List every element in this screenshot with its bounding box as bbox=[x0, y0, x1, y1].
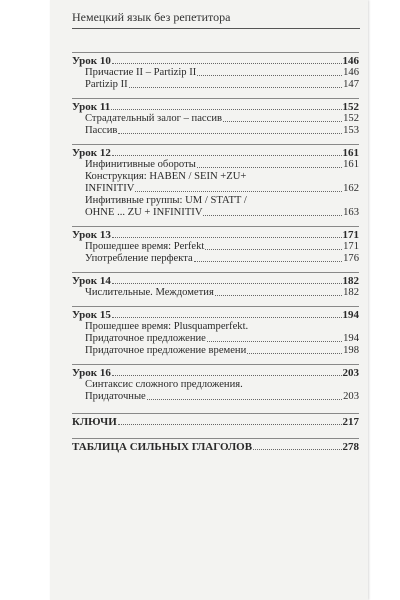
page-number: 203 bbox=[342, 367, 359, 379]
toc-lesson-entry[interactable] bbox=[72, 101, 359, 113]
entry-title-line: Прошедшее время: Plusquamperfekt. bbox=[85, 321, 249, 332]
toc-sub-entry[interactable] bbox=[72, 79, 359, 91]
dot-leader bbox=[112, 63, 342, 64]
lesson-title: Урок 16 bbox=[72, 367, 111, 379]
lesson-title: Урок 10 bbox=[72, 55, 111, 67]
toc-sub-entry[interactable] bbox=[72, 333, 359, 345]
page-number: 161 bbox=[342, 147, 359, 159]
dot-leader bbox=[118, 424, 342, 425]
entry-title: Пассив bbox=[85, 125, 118, 136]
entry-title-line: Конструкция: HABEN / SEIN +ZU+ bbox=[85, 171, 247, 182]
page-number: 152 bbox=[342, 101, 359, 113]
entry-title-cont: Придаточное предложение bbox=[85, 333, 206, 344]
toc-section-verbs-table bbox=[72, 438, 359, 453]
entry-title: Причастие II – Partizip II bbox=[85, 67, 197, 78]
entry-title: Придаточное предложение времени bbox=[85, 345, 247, 356]
entry-title: Инфинитивные обороты bbox=[85, 159, 196, 170]
page-number: 203 bbox=[343, 391, 359, 402]
dot-leader bbox=[205, 249, 342, 250]
toc-section-lesson-13 bbox=[72, 226, 359, 265]
page-number: 182 bbox=[343, 287, 359, 298]
dot-leader bbox=[207, 341, 342, 342]
page-number: 152 bbox=[343, 113, 359, 124]
toc-lesson-entry[interactable] bbox=[72, 309, 359, 321]
toc-section-lesson-11 bbox=[72, 98, 359, 137]
page-number: 171 bbox=[343, 241, 359, 252]
dot-leader bbox=[112, 317, 342, 318]
table-of-contents bbox=[72, 52, 359, 453]
toc-section-lesson-14 bbox=[72, 272, 359, 299]
toc-lesson-entry[interactable] bbox=[72, 147, 359, 159]
toc-lesson-entry[interactable] bbox=[72, 229, 359, 241]
page-number: 161 bbox=[343, 159, 359, 170]
lesson-title: Урок 13 bbox=[72, 229, 111, 241]
running-header: Немецкий язык без репетитора bbox=[72, 10, 231, 24]
dot-leader bbox=[203, 215, 342, 216]
entry-title: Прошедшее время: Perfekt bbox=[85, 241, 205, 252]
dot-leader bbox=[147, 399, 342, 400]
toc-sub-entry[interactable] bbox=[72, 345, 359, 357]
lesson-title: Урок 11 bbox=[72, 101, 111, 113]
lesson-title: Урок 15 bbox=[72, 309, 111, 321]
toc-section-lesson-15 bbox=[72, 306, 359, 357]
toc-sub-entry[interactable] bbox=[72, 241, 359, 253]
toc-sub-entry[interactable] bbox=[72, 253, 359, 265]
toc-sub-entry[interactable] bbox=[72, 207, 359, 219]
entry-title: Страдательный залог – пассив bbox=[85, 113, 223, 124]
dot-leader bbox=[197, 75, 342, 76]
toc-keys-entry[interactable] bbox=[72, 416, 359, 428]
entry-title: Употребление перфекта bbox=[85, 253, 193, 264]
page-number: 182 bbox=[342, 275, 359, 287]
lesson-title: Урок 14 bbox=[72, 275, 111, 287]
toc-sub-entry[interactable] bbox=[72, 183, 359, 195]
page-number: 162 bbox=[343, 183, 359, 194]
page-number: 176 bbox=[343, 253, 359, 264]
dot-leader bbox=[247, 353, 342, 354]
toc-sub-entry[interactable] bbox=[72, 159, 359, 171]
toc-sub-entry[interactable] bbox=[72, 67, 359, 79]
page-number: 198 bbox=[343, 345, 359, 356]
dot-leader bbox=[111, 109, 341, 110]
page-number: 194 bbox=[342, 309, 359, 321]
toc-sub-entry[interactable] bbox=[72, 113, 359, 125]
entry-title-cont: INFINITIV bbox=[85, 183, 135, 194]
keys-title: КЛЮЧИ bbox=[72, 416, 117, 428]
entry-title: Числительные. Междометия bbox=[85, 287, 214, 298]
dot-leader bbox=[118, 133, 342, 134]
page-number: 163 bbox=[343, 207, 359, 218]
toc-sub-entry[interactable] bbox=[72, 125, 359, 137]
toc-lesson-entry[interactable] bbox=[72, 55, 359, 67]
dot-leader bbox=[223, 121, 342, 122]
entry-title-line: Синтаксис сложного предложения. bbox=[85, 379, 243, 390]
toc-section-lesson-10 bbox=[72, 52, 359, 91]
lesson-title: Урок 12 bbox=[72, 147, 111, 159]
header-rule bbox=[72, 28, 360, 29]
page-number: 146 bbox=[343, 67, 359, 78]
entry-title-cont: OHNE ... ZU + INFINITIV bbox=[85, 207, 203, 218]
dot-leader bbox=[197, 167, 342, 168]
page-number: 171 bbox=[342, 229, 359, 241]
dot-leader bbox=[253, 449, 341, 450]
page-number: 194 bbox=[343, 333, 359, 344]
dot-leader bbox=[112, 237, 342, 238]
dot-leader bbox=[112, 283, 342, 284]
verbs-table-title: ТАБЛИЦА СИЛЬНЫХ ГЛАГОЛОВ bbox=[72, 441, 253, 453]
page-number: 278 bbox=[342, 441, 359, 453]
page-number: 153 bbox=[343, 125, 359, 136]
toc-sub-entry[interactable] bbox=[72, 391, 359, 403]
dot-leader bbox=[112, 375, 342, 376]
entry-title: Partizip II bbox=[85, 79, 128, 90]
dot-leader bbox=[112, 155, 342, 156]
dot-leader bbox=[135, 191, 342, 192]
dot-leader bbox=[215, 295, 342, 296]
toc-lesson-entry[interactable] bbox=[72, 275, 359, 287]
entry-title-cont: Придаточные bbox=[85, 391, 146, 402]
toc-verbs-table-entry[interactable] bbox=[72, 441, 359, 453]
dot-leader bbox=[129, 87, 342, 88]
toc-lesson-entry[interactable] bbox=[72, 367, 359, 379]
toc-section-lesson-16 bbox=[72, 364, 359, 403]
page-number: 147 bbox=[343, 79, 359, 90]
page-number: 146 bbox=[342, 55, 359, 67]
toc-section-lesson-12 bbox=[72, 144, 359, 219]
book-page bbox=[50, 0, 368, 600]
entry-title-line: Инфитивные группы: UM / STATT / bbox=[85, 195, 247, 206]
page-number: 217 bbox=[342, 416, 359, 428]
toc-sub-entry[interactable] bbox=[72, 287, 359, 299]
toc-section-keys bbox=[72, 413, 359, 428]
dot-leader bbox=[194, 261, 342, 262]
